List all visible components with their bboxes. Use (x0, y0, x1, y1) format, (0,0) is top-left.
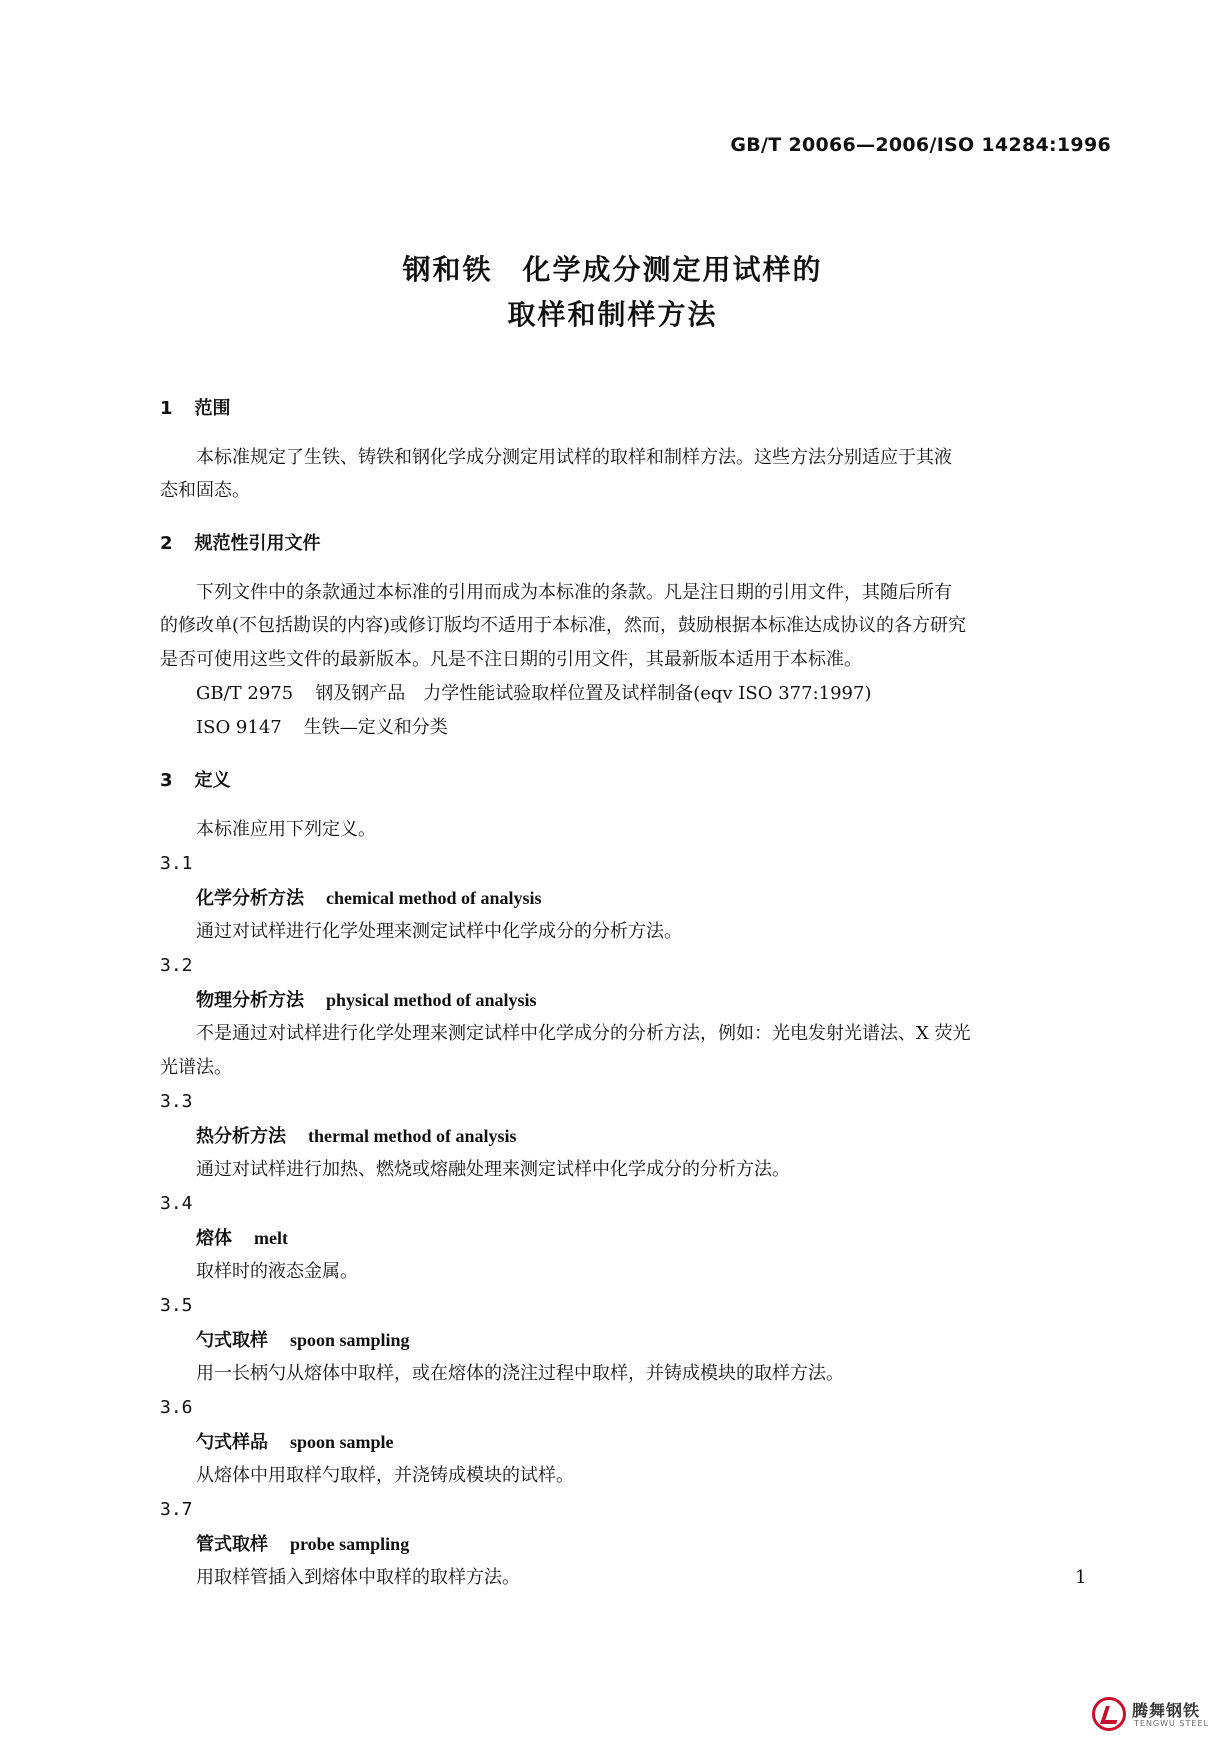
term-cn: 热分析方法 (196, 1126, 286, 1147)
term-en: physical method of analysis (326, 990, 537, 1010)
reference-code: GB/T 2975 (196, 683, 294, 704)
reference-title: 生铁—定义和分类 (303, 717, 448, 738)
paragraph-line: 本标准规定了生铁、铸铁和钢化学成分测定用试样的取样和制样方法。这些方法分别适应于其液 (196, 447, 952, 468)
paragraph-line: 是否可使用这些文件的最新版本。凡是不注日期的引用文件，其最新版本适用于本标准。 (160, 649, 862, 670)
definition-text: 从熔体中用取样勺取样，并浇铸成模块的试样。 (196, 1465, 574, 1486)
term-en: spoon sampling (290, 1330, 410, 1350)
term-en: spoon sample (290, 1432, 394, 1452)
term-en: melt (254, 1228, 288, 1248)
reference-item (196, 683, 871, 705)
term-cn: 勺式样品 (196, 1432, 268, 1453)
definition-number: 3.3 (160, 1091, 193, 1112)
definition-term (196, 1227, 288, 1250)
term-en: thermal method of analysis (308, 1126, 517, 1146)
term-cn: 化学分析方法 (196, 888, 304, 909)
document-title-line1: 钢和铁 化学成分测定用试样的 (402, 253, 823, 286)
definition-term (196, 887, 542, 910)
reference-code: ISO 9147 (196, 717, 282, 738)
page-number: 1 (1075, 1567, 1087, 1588)
section-title: 范围 (194, 398, 231, 419)
definition-number: 3.5 (160, 1295, 193, 1316)
definition-number: 3.2 (160, 955, 193, 976)
definition-text: 用一长柄勺从熔体中取样，或在熔体的浇注过程中取样，并铸成模块的取样方法。 (196, 1363, 844, 1384)
section-3-heading (160, 770, 231, 792)
definition-text: 光谱法。 (160, 1057, 232, 1078)
term-en: chemical method of analysis (326, 888, 542, 908)
paragraph-line: 下列文件中的条款通过本标准的引用而成为本标准的条款。凡是注日期的引用文件，其随后所有 (196, 582, 952, 603)
definition-term (196, 1329, 410, 1352)
definition-number: 3.1 (160, 853, 193, 874)
section-title: 规范性引用文件 (194, 533, 321, 554)
paragraph-line: 本标准应用下列定义。 (196, 819, 376, 840)
definition-text: 不是通过对试样进行化学处理来测定试样中化学成分的分析方法，例如：光电发射光谱法、X 荧光 (196, 1023, 971, 1044)
term-cn: 物理分析方法 (196, 990, 304, 1011)
term-cn: 勺式取样 (196, 1330, 268, 1351)
definition-text: 用取样管插入到熔体中取样的取样方法。 (196, 1567, 520, 1588)
reference-item (196, 717, 448, 739)
logo-icon (1092, 1697, 1126, 1731)
definition-text: 通过对试样进行化学处理来测定试样中化学成分的分析方法。 (196, 921, 682, 942)
definition-term (196, 989, 537, 1012)
definition-term (196, 1533, 409, 1556)
term-cn: 熔体 (196, 1228, 232, 1249)
definition-text: 取样时的液态金属。 (196, 1261, 358, 1282)
section-1-heading (160, 398, 231, 420)
definition-number: 3.7 (160, 1499, 193, 1520)
paragraph-line: 的修改单(不包括勘误的内容)或修订版均不适用于本标准，然而，鼓励根据本标准达成协议的各方研究 (160, 615, 967, 636)
definition-term (196, 1125, 517, 1148)
watermark-logo (1092, 1695, 1217, 1735)
section-number: 3 (160, 770, 173, 791)
definition-term (196, 1431, 394, 1454)
section-number: 1 (160, 398, 173, 419)
term-cn: 管式取样 (196, 1534, 268, 1555)
logo-text-cn: 腾舞钢铁 (1132, 1701, 1201, 1720)
logo-text-en: TENGWU STEEL (1134, 1719, 1209, 1728)
definition-number: 3.4 (160, 1193, 193, 1214)
definition-number: 3.6 (160, 1397, 193, 1418)
definition-text: 通过对试样进行加热、燃烧或熔融处理来测定试样中化学成分的分析方法。 (196, 1159, 790, 1180)
section-2-heading (160, 533, 321, 555)
standard-number: GB/T 20066—2006/ISO 14284:1996 (730, 134, 1111, 156)
section-number: 2 (160, 533, 173, 554)
section-title: 定义 (194, 770, 231, 791)
document-title-line2: 取样和制样方法 (507, 298, 718, 331)
term-en: probe sampling (290, 1534, 410, 1554)
paragraph-line: 态和固态。 (160, 480, 250, 501)
reference-title: 钢及钢产品 力学性能试验取样位置及试样制备(eqv ISO 377:1997) (315, 683, 872, 704)
